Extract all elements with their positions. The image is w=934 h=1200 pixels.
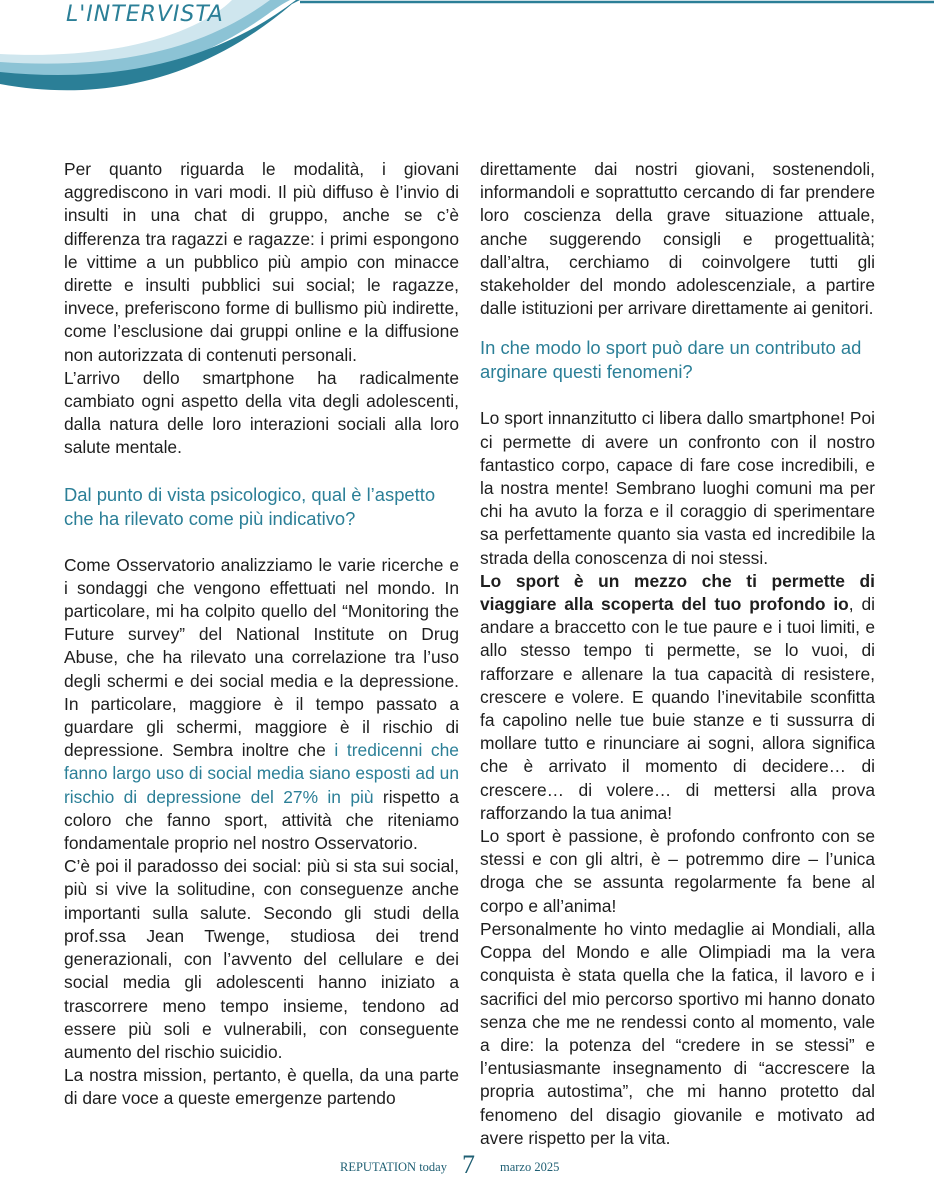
footer-magazine: REPUTATION today (340, 1160, 447, 1174)
footer-page-number: 7 (462, 1150, 475, 1179)
paragraph-sport-means-rest: , di andare a braccetto con le tue paure e i tuoi limiti, e allo stesso tempo ti permette, se lo vuoi, di rafforzare e allenare la tua capacità di resistere, crescere e volere. E quando l’inevitabile sconfitta fa capolino nelle tue buie stanze e ti sussurra di mollare tutto e rinunciare ai sogni, allora significa che è arrivato il momento di decidere… di crescere… di volere… di mettersi alla prova rafforzando la tua anima! (480, 594, 875, 823)
paragraph-sport-means (480, 570, 875, 825)
highlight-depression-risk: i tredicenni che fanno largo uso di social media siano esposti ad un rischio di depressione del 27% in più (64, 740, 459, 807)
paragraph-sport-smartphone: Lo sport innanzitutto ci libera dallo smartphone! Poi ci permette di avere un confronto con il nostro fantastico corpo, capace di fare cose incredibili, e la nostra mente! Sembrano luoghi comuni ma per chi ha avuto la forza e il coraggio di sperimentare sa perfettamente quanto sia vasta ed incredibile la strada della conoscenza di noi stessi. (480, 408, 875, 568)
paragraph-sport-passion: Lo sport è passione, è profondo confronto con se stessi e con gli altri, è – potremmo dire – l’unica droga che se assunta regolarmente fa bene al corpo e all’anima! (480, 826, 875, 916)
page-footer (0, 1150, 934, 1186)
bold-statement: Lo sport è un mezzo che ti permette di viaggiare alla scoperta del tuo profondo io (480, 570, 875, 615)
paragraph-osservatorio-start: Come Osservatorio analizziamo le varie ricerche e i sondaggi che vengono effettuati nel mondo. In particolare, mi ha colpito quello del “Monitoring the Future survey” del National Institute on Drug Abuse, che ha rilevato una correlazione tra l’uso degli schermi e dei social media e la depressione. In particolare, maggiore è il tempo passato a guardare gli schermi, maggiore è il rischio di depressione. Sembra inoltre che (64, 554, 459, 761)
footer-date: marzo 2025 (500, 1160, 560, 1174)
paragraph-osservatorio-end: rispetto a coloro che fanno sport, attività che riteniamo fondamentale proprio nel nostro Osservatorio. (64, 786, 459, 854)
right-column (480, 158, 875, 1150)
left-column (64, 158, 459, 1111)
paragraph-smartphone: L’arrivo dello smartphone ha radicalmente cambiato ogni aspetto della vita degli adolescenti, dalla natura delle loro interazioni sociali alla loro salute mentale. (64, 367, 459, 458)
continued-text-spacer (480, 158, 875, 320)
paragraph-social-paradox: C’è poi il paradosso dei social: più si sta sui social, più si vive la solitudine, con conseguenze anche importanti sulla salute. Secondo gli studi della prof.ssa Jean Twenge, studiosa dei trend generazionali, con l’avvento del cellulare e dei social media gli adolescenti hanno iniziato a trascorrere meno tempo insieme, tendono ad essere più soli e vulnerabili, con conseguente aumento del rischio suicidio. (64, 856, 459, 1062)
paragraph-osservatorio (64, 554, 459, 856)
paragraph-mission-continued: direttamente dai nostri giovani, sostenendoli, informandoli e soprattutto cercando di far prendere loro coscienza della grave situazione attuale, anche suggerendo consigli e progettualità; dall’altra, cerchiamo di coinvolgere tutti gli stakeholder del mondo adolescenziale, a partire dalle istituzioni per arrivare direttamente ai genitori. (480, 159, 875, 319)
question-sport: In che modo lo sport può dare un contributo ad arginare questi fenomeni? (480, 337, 862, 383)
paragraph-modalita: Per quanto riguarda le modalità, i giovani aggrediscono in vari modi. Il più diffuso è l’invio di insulti in una chat di gruppo, anche se c’è differenza tra ragazzi e ragazze: i primi espongono le vittime a un pubblico più ampio con minacce dirette e insulti pubblici sui social; le ragazze, invece, preferiscono forme di bullismo più indirette, come l’esclusione dai gruppi online e la diffusione non autorizzata di contenuti personali. (64, 159, 459, 365)
question-psychological: Dal punto di vista psicologico, qual è l’aspetto che ha rilevato come più indicativo? (64, 483, 436, 529)
section-label: L'INTERVISTA (66, 2, 224, 27)
paragraph-personal: Personalmente ho vinto medaglie ai Mondiali, alla Coppa del Mondo e alle Olimpiadi ma la vera conquista è stata quella che la fatica, il lavoro e i sacrifici del mio percorso sportivo mi hanno donato senza che me ne rendessi conto al momento, vale a dire: la potenza del “credere in se stessi” e l’entusiasmante insegnamento di “accrescere la propria autostima”, che mi hanno protetto dal fenomeno del disagio giovanile e motivato ad avere rispetto per la vita. (480, 918, 875, 1148)
paragraph-mission: La nostra mission, pertanto, è quella, da una parte di dare voce a queste emergenze partendo (64, 1065, 459, 1109)
